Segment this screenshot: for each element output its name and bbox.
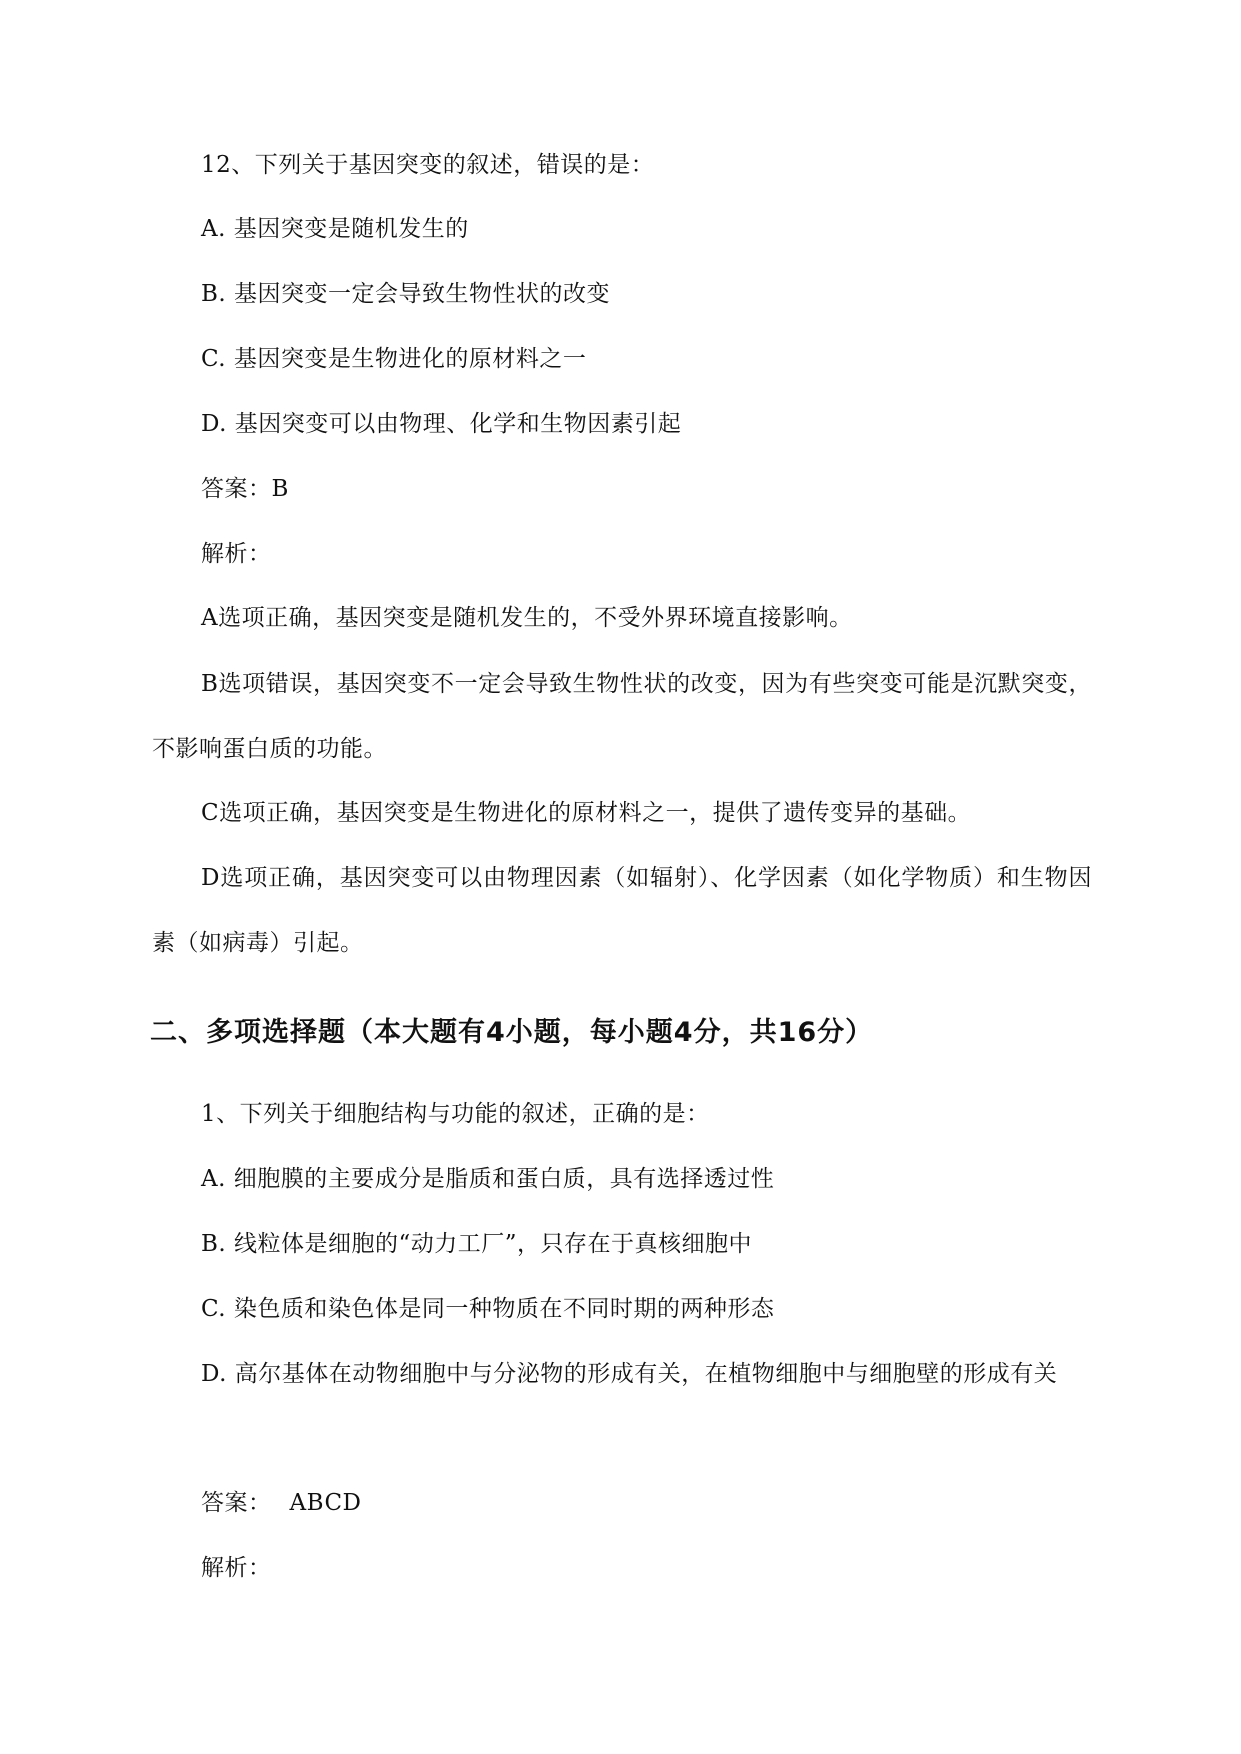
question-1-stem: 1、下列关于细胞结构与功能的叙述，正确的是： bbox=[201, 1101, 710, 1127]
question-1-option-b: B. 线粒体是细胞的“动力工厂”，只存在于真核细胞中 bbox=[201, 1231, 753, 1257]
question-12-analysis-d: D选项正确，基因突变可以由物理因素（如辐射）、化学因素（如化学物质）和生物因素（如病毒）引起。 bbox=[152, 865, 1092, 956]
question-12-option-c: C. 基因突变是生物进化的原材料之一 bbox=[201, 346, 587, 372]
answer-label: 答案： bbox=[201, 476, 272, 502]
question-12-option-d: D. 基因突变可以由物理、化学和生物因素引起 bbox=[201, 411, 682, 437]
question-1-option-c: C. 染色质和染色体是同一种物质在不同时期的两种形态 bbox=[201, 1296, 775, 1322]
question-12-option-b: B. 基因突变一定会导致生物性状的改变 bbox=[201, 281, 611, 307]
question-1-option-a: A. 细胞膜的主要成分是脂质和蛋白质，具有选择透过性 bbox=[201, 1166, 775, 1192]
question-12-analysis-a: A选项正确，基因突变是随机发生的，不受外界环境直接影响。 bbox=[201, 605, 853, 631]
section-heading-multiple-choice: 二、多项选择题（本大题有4小题，每小题4分，共16分） bbox=[150, 1017, 874, 1048]
answer-value: ABCD bbox=[289, 1490, 362, 1516]
question-12-answer bbox=[201, 473, 289, 505]
question-12-option-a: A. 基因突变是随机发生的 bbox=[201, 216, 469, 242]
answer-value: B bbox=[271, 476, 289, 502]
question-1-analysis-label: 解析： bbox=[201, 1555, 272, 1581]
question-12-analysis-b: B选项错误，基因突变不一定会导致生物性状的改变，因为有些突变可能是沉默突变，不影响蛋白质的功能。 bbox=[152, 671, 1092, 762]
question-1-answer bbox=[201, 1487, 361, 1519]
question-1-option-d: D. 高尔基体在动物细胞中与分泌物的形成有关，在植物细胞中与细胞壁的形成有关 bbox=[201, 1361, 1058, 1387]
question-12-stem: 12、下列关于基因突变的叙述，错误的是： bbox=[201, 152, 655, 178]
answer-label: 答案： bbox=[201, 1490, 272, 1516]
question-12-analysis-label: 解析： bbox=[201, 541, 272, 567]
question-12-analysis-c: C选项正确，基因突变是生物进化的原材料之一，提供了遗传变异的基础。 bbox=[201, 800, 972, 826]
